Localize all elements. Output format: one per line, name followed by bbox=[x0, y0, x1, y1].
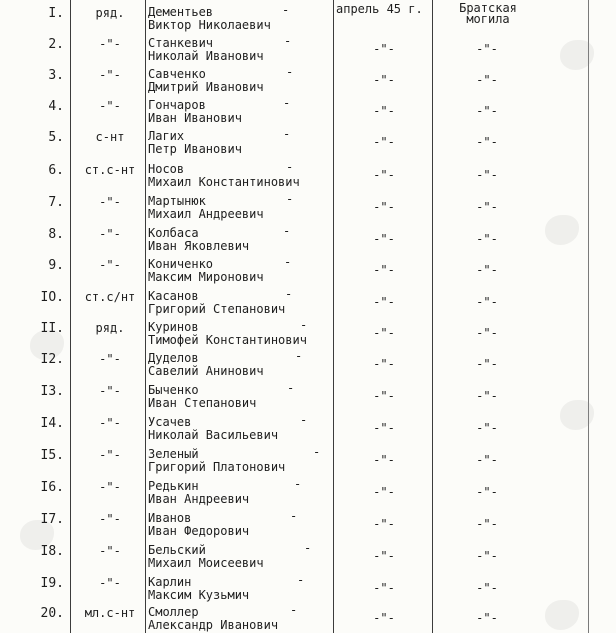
date-of-death: -"- bbox=[373, 517, 395, 531]
military-rank: -"- bbox=[99, 68, 121, 82]
dash-mark: - bbox=[294, 477, 302, 491]
first-and-patronymic: Николай Васильевич bbox=[148, 428, 279, 442]
dash-mark: - bbox=[286, 65, 294, 79]
surname: Дементьев bbox=[148, 5, 214, 19]
date-of-death: -"- bbox=[373, 104, 395, 118]
dash-mark: - bbox=[290, 603, 298, 617]
burial-place: -"- bbox=[476, 611, 498, 625]
first-and-patronymic: Александр Иванович bbox=[148, 618, 279, 632]
military-rank: -"- bbox=[99, 352, 121, 366]
date-of-death: -"- bbox=[373, 135, 395, 149]
row-number: I5. bbox=[40, 448, 64, 463]
military-rank: мл.с-нт bbox=[84, 606, 136, 620]
row-number: I4. bbox=[40, 416, 64, 431]
table-row bbox=[0, 96, 616, 131]
dash-mark: - bbox=[284, 255, 292, 269]
date-of-death: -"- bbox=[373, 485, 395, 499]
military-rank: -"- bbox=[99, 416, 121, 430]
dash-mark: - bbox=[300, 413, 308, 427]
dash-mark: - bbox=[286, 192, 294, 206]
burial-place: -"- bbox=[476, 73, 498, 87]
dash-mark: - bbox=[283, 127, 291, 141]
date-of-death: -"- bbox=[373, 168, 395, 182]
burial-place: -"- bbox=[476, 42, 498, 56]
burial-place: -"- bbox=[476, 326, 498, 340]
row-number: 3. bbox=[48, 68, 64, 83]
military-rank: -"- bbox=[99, 227, 121, 241]
surname: Гончаров bbox=[148, 98, 206, 112]
row-number: I9. bbox=[40, 576, 64, 591]
table-row bbox=[0, 445, 616, 480]
dash-mark: - bbox=[283, 224, 291, 238]
date-of-death: -"- bbox=[373, 295, 395, 309]
dash-mark: - bbox=[304, 541, 312, 555]
surname: Куринов bbox=[148, 320, 199, 334]
date-of-death: -"- bbox=[373, 611, 395, 625]
surname: Носов bbox=[148, 162, 185, 176]
date-of-death: апрель 45 г. bbox=[336, 2, 423, 16]
surname: Редькин bbox=[148, 479, 199, 493]
table-row bbox=[0, 65, 616, 100]
surname: Быченко bbox=[148, 383, 199, 397]
first-and-patronymic: Петр Иванович bbox=[148, 142, 242, 156]
table-row bbox=[0, 573, 616, 608]
surname: Кониченко bbox=[148, 257, 214, 271]
first-and-patronymic: Иван Федорович bbox=[148, 524, 250, 538]
surname: Станкевич bbox=[148, 36, 214, 50]
first-and-patronymic: Иван Яковлевич bbox=[148, 239, 250, 253]
first-and-patronymic: Максим Кузьмич bbox=[148, 588, 250, 602]
first-and-patronymic: Дмитрий Иванович bbox=[148, 80, 264, 94]
military-rank: ряд. bbox=[95, 321, 125, 335]
surname: Зеленый bbox=[148, 447, 199, 461]
military-rank: -"- bbox=[99, 99, 121, 113]
dash-mark: - bbox=[284, 34, 292, 48]
first-and-patronymic: Михаил Константинович bbox=[148, 175, 300, 189]
dash-mark: - bbox=[283, 96, 291, 110]
date-of-death: -"- bbox=[373, 421, 395, 435]
first-and-patronymic: Иван Иванович bbox=[148, 111, 242, 125]
row-number: I7. bbox=[40, 512, 64, 527]
dash-mark: - bbox=[297, 573, 305, 587]
table-row bbox=[0, 541, 616, 576]
row-number: IO. bbox=[40, 290, 64, 305]
first-and-patronymic: Виктор Николаевич bbox=[148, 18, 271, 32]
military-rank: -"- bbox=[99, 258, 121, 272]
table-row bbox=[0, 349, 616, 384]
burial-place: -"- bbox=[476, 453, 498, 467]
surname: Усачев bbox=[148, 415, 192, 429]
row-number: 6. bbox=[48, 163, 64, 178]
burial-place: -"- bbox=[476, 485, 498, 499]
row-number: I8. bbox=[40, 544, 64, 559]
table-row bbox=[0, 287, 616, 322]
row-number: 4. bbox=[48, 99, 64, 114]
dash-mark: - bbox=[287, 381, 295, 395]
burial-place: -"- bbox=[476, 135, 498, 149]
burial-place: -"- bbox=[476, 200, 498, 214]
burial-place: -"- bbox=[476, 421, 498, 435]
surname: Иванов bbox=[148, 511, 192, 525]
table-row bbox=[0, 255, 616, 290]
dash-mark: - bbox=[295, 349, 303, 363]
surname: Колбаса bbox=[148, 226, 199, 240]
first-and-patronymic: Тимофей Константинович bbox=[148, 333, 307, 347]
first-and-patronymic: Григорий Степанович bbox=[148, 302, 286, 316]
table-row bbox=[0, 34, 616, 69]
first-and-patronymic: Максим Миронович bbox=[148, 270, 264, 284]
military-rank: -"- bbox=[99, 448, 121, 462]
table-row bbox=[0, 224, 616, 259]
burial-place: -"- bbox=[476, 357, 498, 371]
date-of-death: -"- bbox=[373, 549, 395, 563]
military-rank: ст.с/нт bbox=[84, 290, 136, 304]
burial-place: -"- bbox=[476, 263, 498, 277]
first-and-patronymic: Николай Иванович bbox=[148, 49, 264, 63]
burial-place: -"- bbox=[476, 549, 498, 563]
row-number: 9. bbox=[48, 258, 64, 273]
burial-place: -"- bbox=[476, 232, 498, 246]
burial-place: -"- bbox=[476, 168, 498, 182]
military-rank: -"- bbox=[99, 384, 121, 398]
date-of-death: -"- bbox=[373, 357, 395, 371]
first-and-patronymic: Михаил Андреевич bbox=[148, 207, 264, 221]
date-of-death: -"- bbox=[373, 581, 395, 595]
dash-mark: - bbox=[313, 445, 321, 459]
military-rank: -"- bbox=[99, 512, 121, 526]
military-rank: -"- bbox=[99, 576, 121, 590]
table-row bbox=[0, 192, 616, 227]
first-and-patronymic: Иван Степанович bbox=[148, 396, 257, 410]
date-of-death: -"- bbox=[373, 389, 395, 403]
military-rank: -"- bbox=[99, 195, 121, 209]
first-and-patronymic: Михаил Моисеевич bbox=[148, 556, 264, 570]
burial-place: Братская могила bbox=[459, 1, 517, 26]
row-number: I2. bbox=[40, 352, 64, 367]
row-number: 8. bbox=[48, 227, 64, 242]
date-of-death: -"- bbox=[373, 453, 395, 467]
table-row bbox=[0, 1, 616, 38]
surname: Касанов bbox=[148, 289, 199, 303]
military-rank: -"- bbox=[99, 480, 121, 494]
surname: Карлин bbox=[148, 575, 192, 589]
dash-mark: - bbox=[300, 318, 308, 332]
first-and-patronymic: Иван Андреевич bbox=[148, 492, 250, 506]
date-of-death: -"- bbox=[373, 263, 395, 277]
dash-mark: - bbox=[286, 160, 294, 174]
row-number: 2. bbox=[48, 37, 64, 52]
table-row bbox=[0, 127, 616, 162]
table-row bbox=[0, 160, 616, 195]
dash-mark: - bbox=[282, 3, 290, 17]
surname: Дуделов bbox=[148, 351, 199, 365]
date-of-death: -"- bbox=[373, 200, 395, 214]
row-number: 5. bbox=[48, 130, 64, 145]
first-and-patronymic: Савелий Анинович bbox=[148, 364, 264, 378]
date-of-death: -"- bbox=[373, 73, 395, 87]
first-and-patronymic: Григорий Платонович bbox=[148, 460, 286, 474]
date-of-death: -"- bbox=[373, 326, 395, 340]
surname: Смоллер bbox=[148, 605, 199, 619]
row-number: I6. bbox=[40, 480, 64, 495]
surname: Бельский bbox=[148, 543, 206, 557]
table-row bbox=[0, 509, 616, 544]
row-number: 20. bbox=[40, 606, 64, 621]
surname: Мартынюк bbox=[148, 194, 206, 208]
military-rank: -"- bbox=[99, 37, 121, 51]
burial-place: -"- bbox=[476, 104, 498, 118]
date-of-death: -"- bbox=[373, 232, 395, 246]
table-row bbox=[0, 381, 616, 416]
burial-place: -"- bbox=[476, 581, 498, 595]
table-row bbox=[0, 413, 616, 448]
military-rank: с-нт bbox=[95, 130, 125, 144]
burial-place: -"- bbox=[476, 389, 498, 403]
surname: Лагих bbox=[148, 129, 185, 143]
table-row bbox=[0, 603, 616, 633]
row-number: I3. bbox=[40, 384, 64, 399]
row-number: 7. bbox=[48, 195, 64, 210]
dash-mark: - bbox=[290, 509, 298, 523]
row-number: I. bbox=[48, 6, 64, 21]
military-rank: ст.с-нт bbox=[84, 163, 136, 177]
military-rank: -"- bbox=[99, 544, 121, 558]
row-number: II. bbox=[40, 321, 64, 336]
military-rank: ряд. bbox=[95, 6, 125, 20]
dash-mark: - bbox=[285, 287, 293, 301]
surname: Савченко bbox=[148, 67, 206, 81]
table-row bbox=[0, 318, 616, 353]
date-of-death: -"- bbox=[373, 42, 395, 56]
table-row bbox=[0, 477, 616, 512]
burial-place: -"- bbox=[476, 517, 498, 531]
burial-place: -"- bbox=[476, 295, 498, 309]
